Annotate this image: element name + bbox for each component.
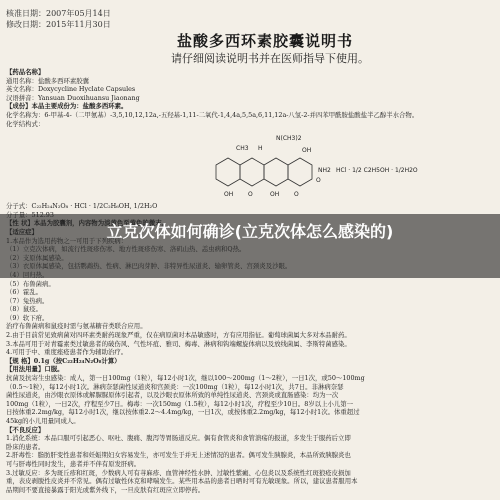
struct-label-ch3: CH3 [236, 145, 249, 153]
body-line: （6）霍乱。 [6, 288, 43, 297]
struct-label-h: H [258, 145, 263, 153]
body-line: （0.5～1粒），每12小时1次。淋病奈瑟菌性尿道炎和宫颈炎：一次100mg（1粒），每12小时1次，共7日。非淋病奈瑟 [6, 382, 344, 391]
body-line: （7）兔热病。 [6, 296, 49, 305]
struct-label-salt: HCl · 1/2 C2H5OH · 1/2H2O [336, 167, 418, 175]
struct-label-oh-1: OH [224, 191, 234, 199]
body-line: 汉语拼音：Yansuan Duoxihuansu Jiaonang [6, 93, 140, 102]
body-line: 45kg的小儿用量同成人。 [6, 417, 80, 425]
body-line: 2.由于目前常见致病菌对四环素类耐药现象严重，仅在病原菌对本品敏感时，方有应用指征。葡萄球菌属大多对本品耐药。 [6, 331, 351, 340]
body-line: （8）鼠疫。 [6, 305, 43, 314]
body-line: 【不良反应】 [6, 425, 45, 434]
body-line: 【药品名称】 [6, 68, 45, 76]
body-line: 卧床的患者。 [6, 442, 45, 451]
body-line: 2.肝毒性：脂肪肝变性患者和妊娠期妇女容易发生，亦可发生于并无上述情况的患者。偶可发生胰腺炎，本品所致胰腺炎也 [6, 451, 351, 460]
body-line: 化学结构式： [6, 119, 45, 128]
struct-label-nh2: NH2 [318, 167, 331, 175]
struct-label-o-1: O [248, 191, 253, 199]
body-line: 品期间不要直接暴露于阳光或紫外线下，一旦皮肤有红斑应立即停药。 [6, 485, 205, 494]
chemical-structure [6, 130, 494, 200]
overlay-headline: 立克次体如何确诊(立克次体怎么感染的) [106, 222, 394, 241]
body-line: 4.可用于中、重度痤疮患者作为辅助治疗。 [6, 348, 128, 357]
body-line: 日按体重2.2mg/kg，每12小时1次，继以按体重2.2～4.4mg/kg，一日1次，或按体重2.2mg/kg，每12小时1次。体重超过 [6, 408, 360, 417]
body-line: 化学名称为：6-甲基-4-（二甲氨基）-3,5,10,12,12a,-五羟基-1,11-二氧代-1,4,4a,5,5a,6,11,12a-八氢-2-并四苯甲酰胺盐酸盐半乙醇半水合物。 [6, 110, 419, 119]
body-line: 分子式：C₂₂H₂₄N₂O₈ · HCl · 1/2C₂H₆OH, 1/2H₂O [6, 202, 158, 211]
approval-date: 核准日期：2007年05月14日 [6, 9, 111, 18]
leaflet-title: 盐酸多西环素胶囊说明书 [176, 32, 353, 50]
body-line: 通用名称：盐酸多西环素胶囊 [6, 76, 90, 85]
body-line: 3.过敏反应：多为斑丘疹和红斑，少数病人可有荨麻疹、血管神经性水肿、过敏性紫癜、心包炎以及系统性红斑狼疮皮损加 [6, 468, 351, 477]
leaflet-subtitle: 请仔细阅读说明书并在医师指导下使用。 [171, 52, 369, 65]
struct-label-oh-3: OH [302, 147, 312, 155]
struct-label-o-3: O [316, 177, 321, 185]
struct-label-oh-2: OH [270, 191, 280, 199]
struct-label-nme2: N(CH3)2 [276, 135, 302, 143]
body-line: 【成份】本品主要成份为：盐酸多西环素。 [6, 102, 128, 111]
body-line: 100mg（1粒），一日2次，疗程至少7日。梅毒：一次150mg（1.5粒），每12小时1次，疗程至少10日。8岁以上小儿第一 [6, 399, 354, 408]
body-line: 【规 格】0.1g（按C₂₂H₂₄N₂O₈计算） [6, 356, 121, 365]
struct-label-o-2: O [294, 191, 299, 199]
body-line: 英文名称：Doxycycline Hyclate Capsules [6, 85, 136, 94]
body-line: 【用法用量】口服。 [6, 365, 64, 374]
body-line: 重，表皮剥脱性皮炎并不常见。偶有过敏性休克和哮喘发生。某些用本品的患者日晒时可有光敏现象。所以，建议患者服用本 [6, 477, 358, 486]
body-line: 治疗布鲁菌病和鼠疫时需与氨基糖苷类联合应用。 [6, 322, 147, 331]
leaflet-body [6, 68, 494, 494]
body-line: 菌性尿道炎，由沙眼衣原体或解脲脲原体引起者，以及沙眼衣原体所致的单纯性尿道炎、宫颈炎或直肠感染：均为一次 [6, 391, 339, 400]
structure-diagram [206, 130, 426, 200]
body-section-1 [6, 68, 494, 128]
body-line: （9）软下疳。 [6, 313, 49, 322]
body-line: 1.消化系统：本品口服可引起恶心、呕吐、腹痛、腹泻等胃肠道反应。偶有食管炎和食管溃疡的报道，多发生于服药后立即 [6, 434, 351, 443]
body-line: （5）布鲁菌病。 [6, 279, 55, 288]
body-line: 3.本品可用于对青霉素类过敏患者的破伤风、气性坏疽、雅司、梅毒、淋病和钩端螺旋体病以及放线菌属、李斯特菌感染。 [6, 339, 351, 348]
body-line: 可与肝毒性同时发生，患者并不伴有原发肝病。 [6, 459, 141, 468]
dates-block [6, 8, 111, 30]
body-line: 抗菌及抗寄生虫感染：成人，第一日100mg（1粒），每12小时1次，继以100～200mg（1～2粒），一日1次，或50～100mg [6, 374, 365, 383]
revision-date: 修改日期：2015年11月30日 [6, 20, 111, 29]
